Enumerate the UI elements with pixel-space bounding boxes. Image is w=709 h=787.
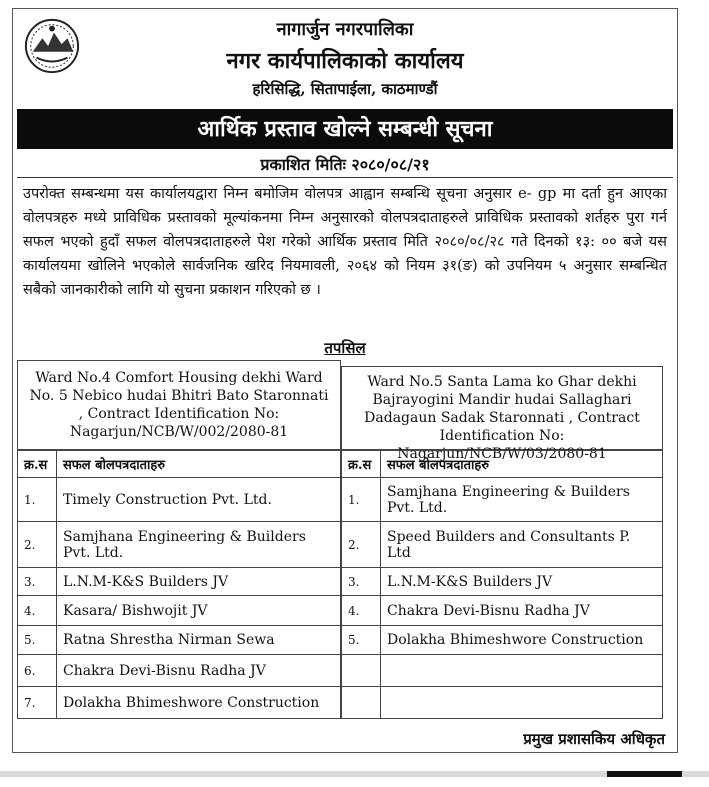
row-bidder bbox=[381, 687, 663, 719]
row-sn bbox=[342, 655, 381, 687]
right-contract-title: Ward No.5 Santa Lama ko Ghar dekhi Bajrayogini Mandir hudai Sallaghari Dadagaun Sadak Staronnati , Contract Identification No: Nagarjun/NCB/W/03/2080-81 bbox=[341, 366, 663, 450]
bottom-strip-accent bbox=[607, 771, 682, 777]
table-row bbox=[18, 568, 341, 596]
row-sn: 4. bbox=[18, 596, 57, 626]
left-bidder-list bbox=[17, 450, 341, 719]
row-bidder: L.N.M-K&S Builders JV bbox=[57, 568, 341, 596]
column-header-bidders: सफल बोलपत्रदाताहरु bbox=[57, 451, 341, 478]
notice-page bbox=[12, 8, 678, 753]
row-sn: 2. bbox=[342, 522, 381, 568]
row-sn: 7. bbox=[18, 687, 57, 719]
schedule-heading: तपसिल bbox=[324, 339, 366, 357]
row-sn bbox=[342, 687, 381, 719]
row-bidder: Ratna Shrestha Nirman Sewa bbox=[57, 626, 341, 655]
row-bidder: Chakra Devi-Bisnu Radha JV bbox=[57, 655, 341, 687]
table-row bbox=[342, 596, 663, 626]
row-sn: 6. bbox=[18, 655, 57, 687]
table-row bbox=[18, 478, 341, 522]
row-sn: 3. bbox=[342, 568, 381, 596]
table-row bbox=[342, 568, 663, 596]
row-bidder bbox=[381, 655, 663, 687]
bottom-strip bbox=[0, 771, 709, 777]
table-row bbox=[18, 522, 341, 568]
table-row bbox=[18, 655, 341, 687]
municipality-name: नागार्जुन नगरपालिका bbox=[276, 19, 414, 40]
row-sn: 5. bbox=[18, 626, 57, 655]
table-row bbox=[18, 626, 341, 655]
table-row bbox=[18, 687, 341, 719]
row-sn: 3. bbox=[18, 568, 57, 596]
column-header-sn: क्र.स bbox=[342, 451, 381, 478]
notice-title-banner: आर्थिक प्रस्ताव खोल्ने सम्बन्धी सूचना bbox=[17, 109, 673, 149]
right-bidder-list bbox=[341, 450, 663, 719]
row-bidder: Samjhana Engineering & Builders Pvt. Ltd. bbox=[57, 522, 341, 568]
row-bidder: Dolakha Bhimeshwore Construction bbox=[381, 626, 663, 655]
office-address: हरिसिद्धि, सितापाईला, काठमाण्डौं bbox=[252, 80, 438, 98]
row-sn: 4. bbox=[342, 596, 381, 626]
signatory-title: प्रमुख प्रशासकिय अधिकृत bbox=[523, 730, 665, 748]
left-contract-title: Ward No.4 Comfort Housing dekhi Ward No. 5 Nebico hudai Bhitri Bato Staronnati , Contract Identification No: Nagarjun/NCB/W/002/2080-81 bbox=[17, 360, 341, 450]
table-row bbox=[342, 522, 663, 568]
divider bbox=[17, 177, 673, 178]
row-sn: 1. bbox=[18, 478, 57, 522]
column-header-bidders: सफल बोलपत्रदाताहरु bbox=[381, 451, 663, 478]
table-row bbox=[342, 626, 663, 655]
row-sn: 2. bbox=[18, 522, 57, 568]
row-bidder: Chakra Devi-Bisnu Radha JV bbox=[381, 596, 663, 626]
row-bidder: Speed Builders and Consultants P. Ltd bbox=[381, 522, 663, 568]
table-row bbox=[342, 687, 663, 719]
office-name: नगर कार्यपालिकाको कार्यालय bbox=[226, 48, 464, 74]
row-bidder: Dolakha Bhimeshwore Construction bbox=[57, 687, 341, 719]
row-bidder: L.N.M-K&S Builders JV bbox=[381, 568, 663, 596]
row-bidder: Timely Construction Pvt. Ltd. bbox=[57, 478, 341, 522]
bidder-tables bbox=[17, 360, 673, 722]
published-date: प्रकाशित मितिः २०८०/०८/२१ bbox=[260, 155, 430, 174]
table-row bbox=[342, 478, 663, 522]
table-row bbox=[342, 655, 663, 687]
row-bidder: Kasara/ Bishwojit JV bbox=[57, 596, 341, 626]
notice-body: उपरोक्त सम्बन्धमा यस कार्यालयद्वारा निम्न बमोजिम वोलपत्र आह्वान सम्बन्धि सूचना अनुसार e- gp मा दर्ता हुन आएका वोलपत्रहरु मध्ये प्राविधिक प्रस्तावको मूल्यांकनमा निम्न अनुसारको वोलपत्रदाताहरुले प्राविधिक प्रस्तावको शर्तहरु पुरा गर्न सफल भएको हुदाँ सफल वोलपत्रदाताहरुले पेश गरेको आर्थिक प्रस्ताव मिति २०८०/०८/२८ गते दिनको १३: ०० बजे यस कार्यालयमा खोलिने भएकोले सार्वजनिक खरिद नियमावली, २०६४ को नियम ३१(ङ) को उपनियम ५ अनुसार सम्बन्धित सबैको जानकारीको लागि यो सुचना प्रकाशन गरिएको छ । bbox=[23, 186, 667, 298]
row-bidder: Samjhana Engineering & Builders Pvt. Ltd. bbox=[381, 478, 663, 522]
table-row bbox=[18, 596, 341, 626]
row-sn: 1. bbox=[342, 478, 381, 522]
column-header-sn: क्र.स bbox=[18, 451, 57, 478]
row-sn: 5. bbox=[342, 626, 381, 655]
